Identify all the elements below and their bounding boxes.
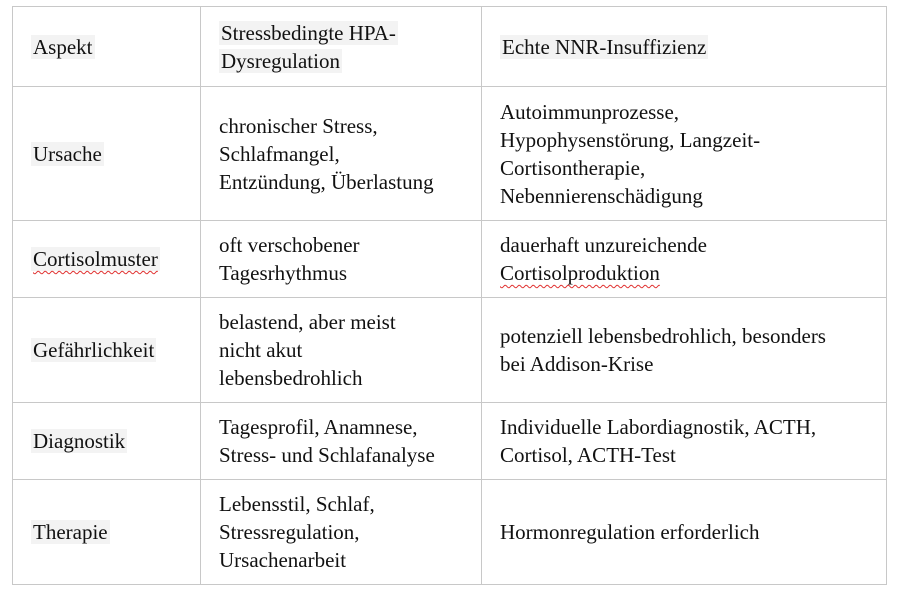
stress-cell — [201, 221, 482, 298]
cell-line: lebensbedrohlich — [219, 366, 363, 390]
header-stress-line2: Dysregulation — [221, 48, 340, 73]
stress-cell — [201, 480, 482, 585]
cell-line: Tagesprofil, Anamnese, — [219, 415, 418, 439]
table-row — [13, 480, 887, 585]
cell-line: potenziell lebensbedrohlich, besonders — [500, 324, 826, 348]
cell-line: Autoimmunprozesse, — [500, 99, 680, 124]
cell-line: dauerhaft unzureichende — [500, 233, 707, 257]
aspect-label: Therapie — [33, 520, 108, 544]
nnr-cell — [482, 87, 887, 221]
cell-line: chronischer Stress, — [219, 113, 378, 138]
stress-cell — [201, 403, 482, 480]
cell-line: Individuelle Labordiagnostik, ACTH, — [500, 415, 817, 439]
nnr-cell — [482, 298, 887, 403]
table-row — [13, 87, 887, 221]
cell-line: bei Addison-Krise — [500, 352, 654, 376]
aspect-cell — [13, 403, 201, 480]
header-stress-cell — [201, 7, 482, 87]
header-stress-line1: Stressbedingte HPA- — [221, 20, 396, 45]
cell-line: nicht akut — [219, 338, 303, 362]
aspect-cell — [13, 298, 201, 403]
aspect-cell — [13, 480, 201, 585]
stress-cell — [201, 298, 482, 403]
cell-line: Entzündung, Überlastung — [219, 169, 434, 194]
cell-line: Schlafmangel, — [219, 141, 340, 166]
aspect-cell — [13, 221, 201, 298]
cell-line: oft verschobener — [219, 233, 360, 257]
cell-line: Nebennierenschädigung — [500, 183, 703, 208]
nnr-cell — [482, 221, 887, 298]
cell-line: Cortisol, ACTH-Test — [500, 443, 676, 467]
cell-line: belastend, aber meist — [219, 310, 396, 334]
header-aspect-cell — [13, 7, 201, 87]
cell-line: Ursachenarbeit — [219, 548, 347, 572]
header-aspect: Aspekt — [33, 34, 93, 59]
aspect-label: Gefährlichkeit — [33, 338, 155, 362]
aspect-cell — [13, 87, 201, 221]
aspect-label: Cortisolmuster — [33, 247, 158, 271]
header-nnr-cell — [482, 7, 887, 87]
cell-line: Cortisolproduktion — [500, 261, 660, 285]
table-row — [13, 221, 887, 298]
nnr-cell — [482, 403, 887, 480]
header-row — [13, 7, 887, 87]
nnr-cell — [482, 480, 887, 585]
cell-line: Stress- und Schlafanalyse — [219, 443, 435, 467]
cell-line: Hypophysenstörung, Langzeit- — [500, 127, 761, 152]
aspect-label: Ursache — [33, 141, 102, 166]
table-row — [13, 298, 887, 403]
stress-cell — [201, 87, 482, 221]
cell-line: Tagesrhythmus — [219, 261, 348, 285]
cell-line: Hormonregulation erforderlich — [500, 520, 760, 544]
comparison-table — [12, 6, 887, 585]
cell-line: Cortisontherapie, — [500, 155, 646, 180]
aspect-label: Diagnostik — [33, 429, 126, 453]
header-nnr: Echte NNR-Insuffizienz — [502, 34, 707, 59]
cell-line: Lebensstil, Schlaf, — [219, 492, 375, 516]
cell-line: Stressregulation, — [219, 520, 360, 544]
table-row — [13, 403, 887, 480]
